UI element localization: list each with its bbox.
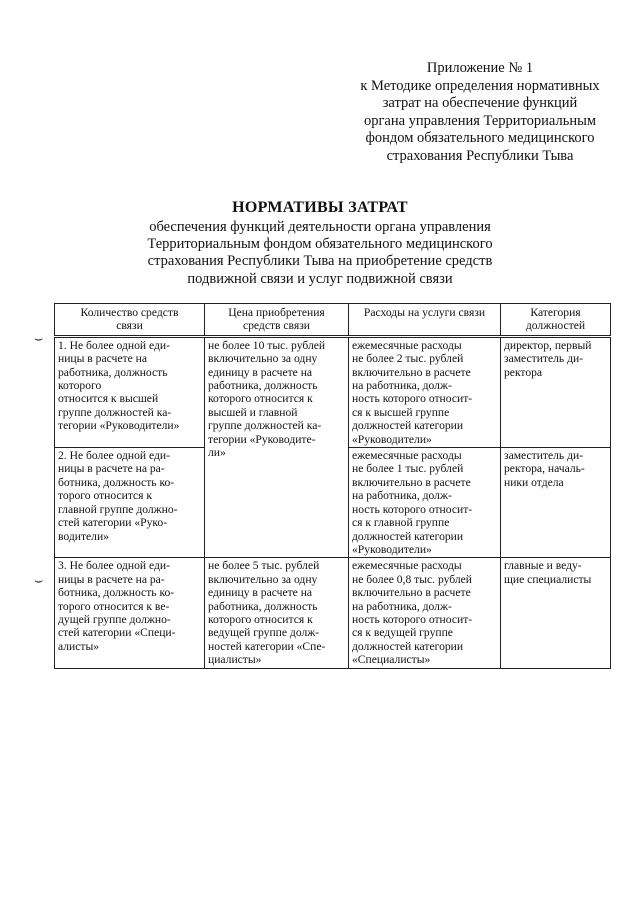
header-quantity: Количество средств связи bbox=[55, 304, 205, 337]
cell-quantity: 1. Не более одной еди- ницы в расчете на работника, должность которого относится к высшей группе должностей ка- тегории «Руководители» bbox=[55, 336, 205, 447]
cell-services: ежемесячные расходы не более 2 тыс. рублей включительно в расчете на работника, долж- ность которого относит- ся к высшей группе должностей категории «Руководители» bbox=[349, 336, 501, 447]
subtitle-line: подвижной связи и услуг подвижной связи bbox=[187, 270, 453, 287]
subtitle-line: страхования Республики Тыва на приобретение средств bbox=[147, 253, 493, 270]
appendix-header bbox=[345, 60, 615, 165]
cell-category: заместитель ди- ректора, началь- ники отдела bbox=[501, 448, 611, 558]
cell-services: ежемесячные расходы не более 1 тыс. рублей включительно в расчете на работника, долж- ность которого относит- ся к главной группе должностей категории «Руководители» bbox=[349, 448, 501, 558]
margin-check-mark: ⌣ bbox=[34, 331, 44, 347]
header-price: Цена приобретения средств связи bbox=[205, 304, 349, 337]
appendix-line: Приложение № 1 bbox=[426, 60, 534, 76]
subtitle-line: Территориальным фондом обязательного медицинского bbox=[147, 236, 493, 253]
table-row bbox=[55, 558, 611, 668]
appendix-line: затрат на обеспечение функций bbox=[382, 95, 578, 111]
subtitle-line: обеспечения функций деятельности органа управления bbox=[149, 219, 491, 235]
margin-check-mark: ⌣ bbox=[34, 573, 44, 589]
norms-table bbox=[54, 303, 611, 669]
header-category: Категория должностей bbox=[501, 304, 611, 337]
cell-category: главные и веду- щие специалисты bbox=[501, 558, 611, 668]
cell-price-merged: не более 10 тыс. рублей включительно за одну единицу в расчете на работника, должность которого относится к высшей и главной группе должностей ка- тегории «Руководите- ли» bbox=[205, 336, 349, 558]
document-title: НОРМАТИВЫ ЗАТРАТ bbox=[232, 199, 408, 216]
cell-quantity: 2. Не более одной еди- ницы в расчете на ра- ботника, должность ко- торого относится к главной группе должно- стей категории «Руко- водители» bbox=[55, 448, 205, 558]
cell-price: не более 5 тыс. рублей включительно за одну единицу в расчете на работника, должность которого относится к ведущей группе долж- ностей категории «Спе- циалисты» bbox=[205, 558, 349, 668]
appendix-line: страхования Республики Тыва bbox=[386, 147, 574, 164]
document-subtitle bbox=[100, 219, 540, 288]
appendix-line: к Методике определения нормативных bbox=[360, 77, 600, 94]
header-services: Расходы на услуги связи bbox=[349, 304, 501, 337]
cell-quantity: 3. Не более одной еди- ницы в расчете на ра- ботника, должность ко- торого относится к ве- дущей группе должно- стей категории «Специ- алисты» bbox=[55, 558, 205, 668]
cell-services: ежемесячные расходы не более 0,8 тыс. рублей включительно в расчете на работника, долж- ность которого относит- ся к ведущей группе должностей категории «Специалисты» bbox=[349, 558, 501, 668]
appendix-line: органа управления Территориальным bbox=[363, 112, 597, 129]
table-header-row bbox=[55, 304, 611, 337]
appendix-line: фондом обязательного медицинского bbox=[365, 130, 595, 146]
table-row bbox=[55, 336, 611, 447]
cell-category: директор, первый заместитель ди- ректора bbox=[501, 336, 611, 447]
